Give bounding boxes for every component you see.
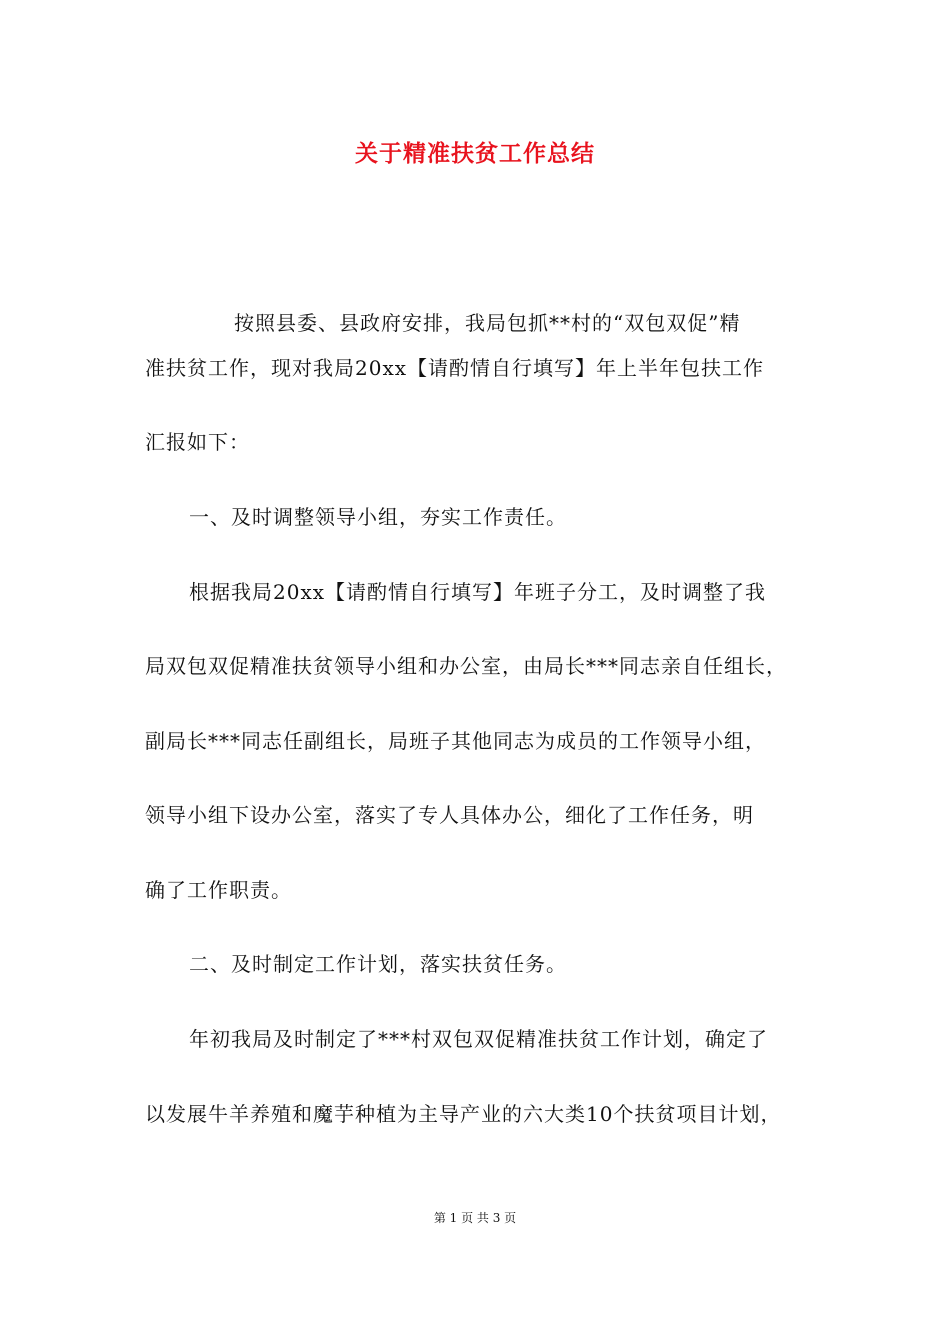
paragraph-line: 根据我局20xx【请酌情自行填写】年班子分工，及时调整了我 (189, 580, 767, 604)
paragraph-line: 年初我局及时制定了***村双包双促精准扶贫工作计划，确定了 (189, 1027, 768, 1051)
paragraph-line: 领导小组下设办公室，落实了专人具体办公，细化了工作任务，明 (145, 803, 754, 827)
paragraph-line: 汇报如下： (145, 430, 250, 454)
document-title: 关于精准扶贫工作总结 (355, 140, 595, 167)
section-heading: 二、及时制定工作计划，落实扶贫任务。 (189, 952, 567, 976)
paragraph-line: 局双包双促精准扶贫领导小组和办公室，由局长***同志亲自任组长， (145, 654, 787, 678)
paragraph-line: 按照县委、县政府安排，我局包抓**村的“双包双促”精 (234, 311, 741, 335)
paragraph-line: 确了工作职责。 (145, 878, 292, 902)
page-number-footer: 第 1 页 共 3 页 (433, 1211, 517, 1225)
paragraph-line: 准扶贫工作，现对我局20xx【请酌情自行填写】年上半年包扶工作 (145, 356, 765, 380)
paragraph-line: 副局长***同志任副组长，局班子其他同志为成员的工作领导小组， (145, 729, 766, 753)
section-heading: 一、及时调整领导小组，夯实工作责任。 (189, 505, 567, 529)
paragraph-line: 以发展牛羊养殖和魔芋种植为主导产业的六大类10个扶贫项目计划， (145, 1102, 782, 1126)
